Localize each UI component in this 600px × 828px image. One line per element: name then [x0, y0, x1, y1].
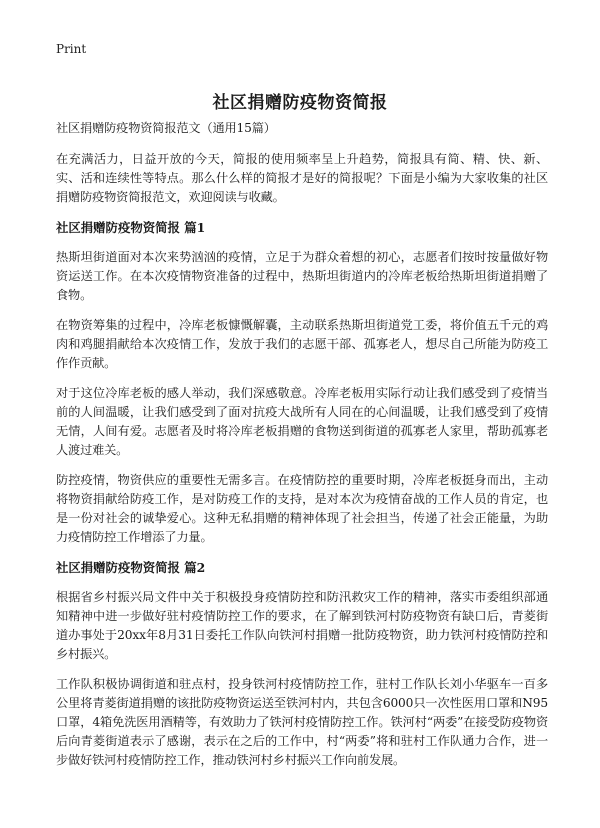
section-heading-2: 社区捐赠防疫物资简报 篇2 — [56, 560, 206, 575]
document-subtitle: 社区捐赠防疫物资简报范文（通用15篇） — [56, 121, 276, 135]
section-2-paragraph-1: 根据省乡村振兴局文件中关于积极投身疫情防控和防汛救灾工作的精神，落实市委组织部通知精神中进一步做好驻村疫情防控工作的要求，在了解到铁河村防疫物资有缺口后，青菱街道办事处于20xx年8月31日委托工作队向铁河村捐赠一批防疫物资，助力铁河村疫情防控和乡村振兴。 — [56, 590, 548, 661]
section-heading-1: 社区捐赠防疫物资简报 篇1 — [56, 220, 206, 235]
page-title: 社区捐赠防疫物资简报 — [212, 93, 388, 114]
section-2-paragraph-2: 工作队积极协调街道和驻点村，投身铁河村疫情防控工作，驻村工作队长刘小华驱车一百多公里将青菱街道捐赠的该批防疫物资运送至铁河村内，共包含6000只一次性医用口罩和N95口罩，4箱免洗医用酒精等，有效助力了铁河村疫情防控工作。铁河村“两委”在接受防疫物资后向青菱街道表示了感谢，表示在之后的工作中，村“两委”将和驻村工作队通力合作，进一步做好铁河村疫情防控工作，推动铁河村乡村振兴工作向前发展。 — [56, 677, 548, 767]
section-1-paragraph-4: 防控疫情，物资供应的重要性无需多言。在疫情防控的重要时期，冷库老板挺身而出，主动将物资捐献给防疫工作，是对防疫工作的支持，是对本次为疫情奋战的工作人员的肯定，也是一份对社会的诚挚爱心。这种无私捐赠的精神体现了社会担当，传递了社会正能量，为助力疫情防控工作增添了力量。 — [56, 473, 548, 544]
intro-paragraph: 在充满活力，日益开放的今天，简报的使用频率呈上升趋势，简报具有简、精、快、新、实、活和连续性等特点。那么什么样的简报才是好的简报呢？下面是小编为大家收集的社区捐赠防疫物资简报范文，欢迎阅读与收藏。 — [56, 152, 548, 204]
print-link[interactable]: Print — [56, 42, 87, 56]
section-1-paragraph-3: 对于这位冷库老板的感人举动，我们深感敬意。冷库老板用实际行动让我们感受到了疫情当前的人间温暖，让我们感受到了面对抗疫大战所有人同在的心间温暖，让我们感受到了疫情无情，人间有爱。志愿者及时将冷库老板捐赠的食物送到街道的孤寡老人家里，帮助孤寡老人渡过难关。 — [56, 386, 548, 457]
section-1-paragraph-1: 热斯坦街道面对本次来势汹汹的疫情，立足于为群众着想的初心，志愿者们按时按量做好物资运送工作。在本次疫情物资准备的过程中，热斯坦街道内的冷库老板给热斯坦街道捐赠了食物。 — [56, 250, 548, 302]
section-1-paragraph-2: 在物资筹集的过程中，冷库老板慷慨解囊，主动联系热斯坦街道党工委，将价值五千元的鸡肉和鸡腿捐献给本次疫情工作，发放于我们的志愿干部、孤寡老人，想尽自己所能为防疫工作作贡献。 — [56, 318, 548, 370]
document-body — [56, 119, 548, 781]
